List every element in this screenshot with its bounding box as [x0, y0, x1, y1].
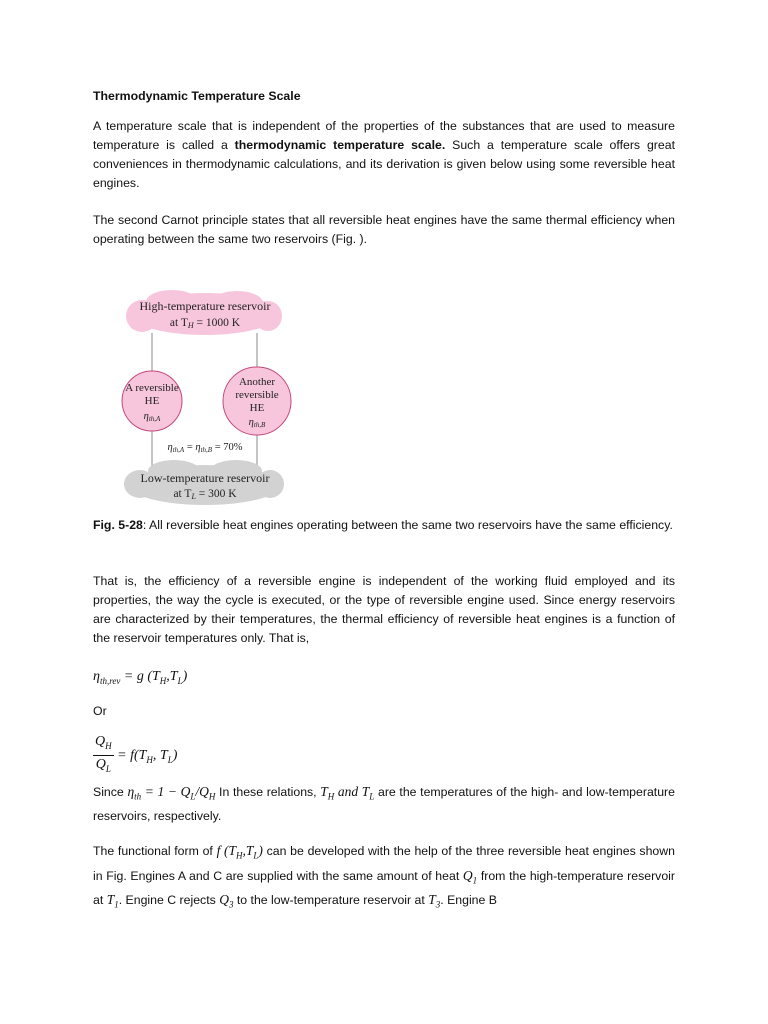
caption-text: : All reversible heat engines operating between the same two reservoirs have the same efficiency.: [142, 518, 673, 532]
bold-term: thermodynamic temperature scale.: [234, 138, 446, 152]
low-reservoir-label: Low-temperature reservoir: [140, 471, 270, 485]
document-title: Thermodynamic Temperature Scale: [93, 89, 301, 103]
low-temperature-reservoir: [124, 460, 284, 505]
fraction: $\frac{Q_H}{Q_L}$: [95, 734, 112, 774]
engine-b-he: HE: [249, 402, 265, 414]
engine-a-label: A reversible: [125, 382, 179, 394]
heat-engine-a: [122, 371, 182, 431]
paragraph-efficiency: That is, the efficiency of a reversible engine is independent of the working fluid employed and its properties, the way the cycle is executed, or the type of reversible engine used. Since energy reservoirs are characterized by their temperatures, the thermal efficiency of reversible heat engines is a function of the reservoir temperatures only. That is,: [93, 574, 675, 645]
heat-engine-b: [223, 367, 291, 435]
figure-caption: [93, 516, 675, 535]
paragraph-carnot: The second Carnot principle states that all reversible heat engines have the same thermal efficiency when operating between the same two reservoirs (Fig. ).: [93, 213, 675, 246]
engine-a-he: HE: [144, 395, 160, 407]
caption-label: Fig. 5-28: [93, 518, 143, 532]
or-text: Or: [93, 704, 107, 718]
figure-reservoirs: [112, 288, 292, 510]
engine-a-efficiency: ηth,A: [143, 411, 161, 423]
paragraph-since: Since $\eta_{th} = 1 - Q_L/Q_H$ In these relations, $T_H$ and $T_L$ are the temperatures of the high- and low-temperature reservoirs, respectively.: [93, 784, 675, 823]
equation-heat-ratio: $\frac{Q_H}{Q_L}$ = $f(T_H$, $T_L$): [93, 733, 675, 778]
figure-diagram: [112, 288, 292, 510]
paragraph-intro: [93, 117, 675, 193]
high-reservoir-label: High-temperature reservoir: [139, 299, 271, 313]
text-run: A temperature scale that is independent of the properties of the substances that are used to measure temperature is called a: [93, 119, 675, 152]
engine-b-label-2: reversible: [235, 389, 279, 401]
text-run: Such a temperature scale offers great conveniences in thermodynamic calculations, and its derivation is given below using some reversible heat engines.: [93, 138, 675, 190]
engine-b-efficiency: ηth,B: [248, 417, 266, 429]
high-reservoir-temp: at TH = 1000 K: [169, 317, 241, 330]
engine-b-label: Another: [238, 376, 276, 388]
high-temperature-reservoir: [126, 290, 282, 335]
efficiency-equality: ηth,A = ηth,B = 70%: [167, 442, 243, 454]
equation-efficiency-function: $\eta_{th,rev} = g$ $(T_H,T_L)$: [93, 669, 188, 686]
low-reservoir-temp: at TL = 300 K: [173, 488, 237, 501]
paragraph-functional-form: The functional form of f $(T_H,T_L)$ can be developed with the help of the three reversible heat engines shown in Fig. Engines A and C are supplied with the same amount of heat $Q_1$ from the high-temperature reservoir at $T_1$. Engine C rejects $Q_3$ to the low-temperature reservoir at $T_3$. Engine B: [93, 843, 675, 911]
